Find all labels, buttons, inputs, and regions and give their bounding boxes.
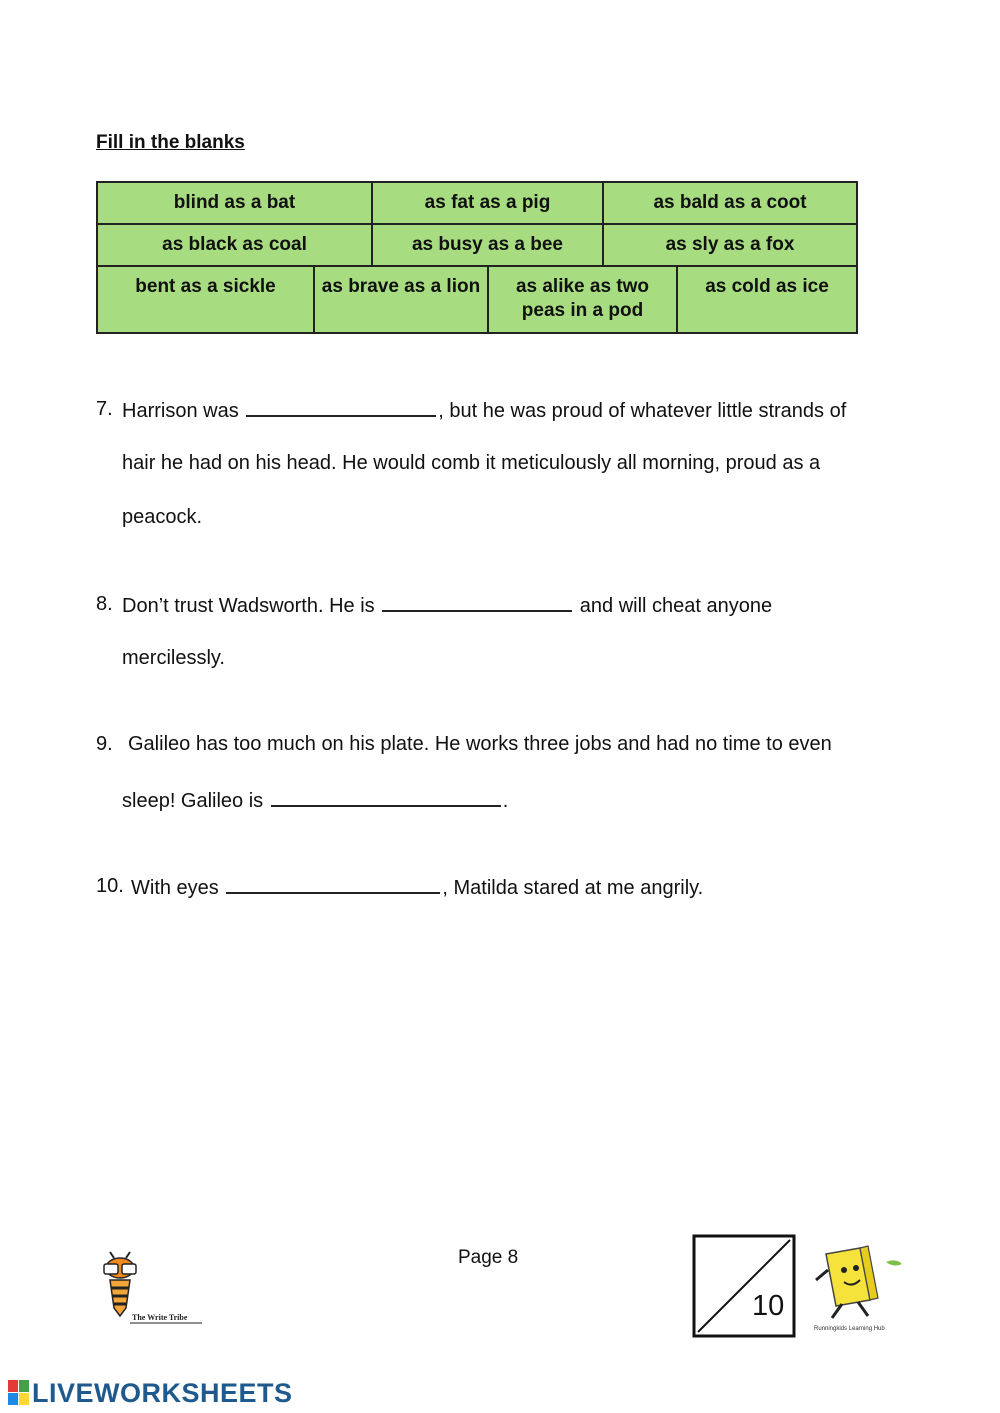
question-line: hair he had on his head. He would comb it meticulously all morning, proud as a — [122, 452, 821, 474]
logo-text: The Write Tribe — [132, 1313, 188, 1322]
answer-blank[interactable] — [271, 787, 501, 807]
antenna-icon — [126, 1252, 130, 1258]
word-bank-cell: as brave as a lion — [314, 266, 488, 333]
question-line: peacock. — [122, 506, 203, 528]
question-text: . — [502, 790, 509, 812]
word-bank-row-3 — [96, 265, 858, 334]
question-line — [122, 592, 772, 618]
question-text: Don’t trust Wadsworth. He is — [122, 595, 375, 617]
eye-icon — [841, 1267, 847, 1273]
word-bank-cell: as alike as two peas in a pod — [488, 266, 677, 333]
question-text: , but he was proud of whatever little strands of — [438, 400, 847, 422]
page-heading: Fill in the blanks — [96, 132, 245, 153]
question-line: mercilessly. — [122, 647, 225, 669]
word-bank-cell: as cold as ice — [677, 266, 857, 333]
question-text: , Matilda stared at me angrily. — [442, 877, 704, 899]
question-text: sleep! Galileo is — [122, 790, 264, 812]
leaf-icon — [886, 1260, 902, 1265]
leg-icon — [858, 1302, 868, 1316]
liveworksheets-brand[interactable]: LIVEWORKSHEETS — [32, 1378, 293, 1408]
question-line — [131, 874, 703, 900]
word-bank-cell: as sly as a fox — [603, 224, 857, 268]
page-number: Page 8 — [458, 1247, 519, 1268]
word-bank-cell: as bald as a coot — [603, 182, 857, 226]
logo-text: Runningkids Learning Hub — [814, 1326, 885, 1332]
antenna-icon — [110, 1252, 114, 1258]
word-bank-cell: as black as coal — [97, 224, 372, 268]
question-number: 9. — [96, 733, 113, 755]
answer-blank[interactable] — [226, 874, 440, 894]
answer-blank[interactable] — [382, 592, 572, 612]
question-line — [122, 397, 846, 423]
word-bank-cell: bent as a sickle — [97, 266, 314, 333]
answer-blank[interactable] — [246, 397, 436, 417]
question-number: 7. — [96, 398, 113, 420]
question-number: 8. — [96, 593, 113, 615]
question-number: 10. — [96, 875, 124, 897]
word-bank-cell: as fat as a pig — [372, 182, 603, 226]
question-text: Harrison was — [122, 400, 239, 422]
question-line: Galileo has too much on his plate. He works three jobs and had no time to even — [128, 733, 832, 755]
question-text: and will cheat anyone — [579, 595, 773, 617]
goggle-icon — [122, 1264, 136, 1274]
liveworksheets-logo-icon — [8, 1380, 30, 1406]
runningkids-logo — [806, 1240, 906, 1344]
arm-icon — [816, 1270, 828, 1280]
eye-icon — [853, 1265, 859, 1271]
goggle-icon — [104, 1264, 118, 1274]
write-tribe-logo — [96, 1250, 206, 1326]
word-bank-row-2 — [96, 223, 858, 269]
score-total: 10 — [752, 1290, 785, 1322]
word-bank-cell: as busy as a bee — [372, 224, 603, 268]
word-bank-row-1 — [96, 181, 858, 227]
bee-body-icon — [110, 1280, 130, 1316]
question-text: With eyes — [131, 877, 219, 899]
word-bank-cell: blind as a bat — [97, 182, 372, 226]
question-line — [122, 787, 508, 813]
